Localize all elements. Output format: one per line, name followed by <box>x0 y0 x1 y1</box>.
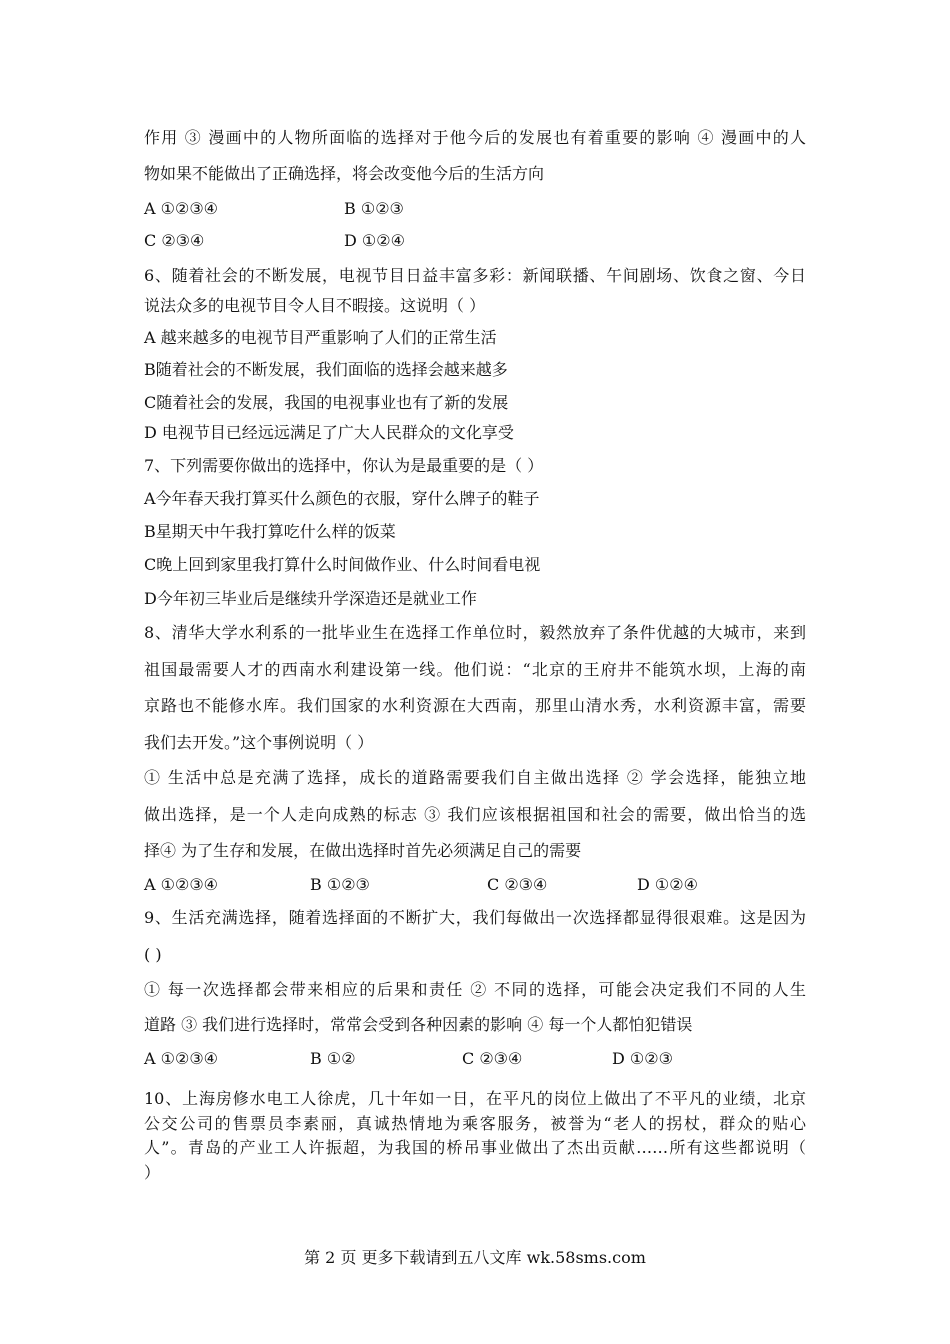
q6-stem-line: 说法众多的电视节目令人目不暇接。这说明（ ） <box>144 296 486 315</box>
q9-option-b: B ①② <box>310 1049 356 1068</box>
q9-option-c: C ②③④ <box>462 1049 523 1068</box>
q8-option-d: D ①②④ <box>637 875 698 894</box>
page-footer: 第 2 页 更多下载请到五八文库 wk.58sms.com <box>304 1248 646 1267</box>
q10-stem-line: ） <box>144 1163 161 1182</box>
q7-option-c: C晚上回到家里我打算什么时间做作业、什么时间看电视 <box>144 555 541 574</box>
q6-option-a: A 越来越多的电视节目严重影响了人们的正常生活 <box>144 328 497 347</box>
q8-stem-line: 京路也不能修水库。我们国家的水利资源在大西南，那里山清水秀，水利资源丰富，需要 <box>144 696 806 715</box>
q9-stem-line: ( ) <box>144 945 162 964</box>
q8-option-b: B ①②③ <box>310 875 370 894</box>
q5-option-d: D ①②④ <box>344 231 405 250</box>
q7-option-d: D今年初三毕业后是继续升学深造还是就业工作 <box>144 589 477 608</box>
q5-option-b: B ①②③ <box>344 199 404 218</box>
q6-option-c: C随着社会的发展，我国的电视事业也有了新的发展 <box>144 393 509 412</box>
q9-item-line: ① 每一次选择都会带来相应的后果和责任 ② 不同的选择，可能会决定我们不同的人生 <box>144 980 806 999</box>
q10-stem-line: 10、上海房修水电工人徐虎，几十年如一日，在平凡的岗位上做出了不平凡的业绩，北京 <box>144 1089 806 1108</box>
q7-stem: 7、下列需要你做出的选择中，你认为是最重要的是（ ） <box>144 456 544 475</box>
q5-stem-line: 物如果不能做出了正确选择，将会改变他今后的生活方向 <box>144 164 545 183</box>
q8-item-line: 择④ 为了生存和发展，在做出选择时首先必须满足自己的需要 <box>144 841 582 860</box>
q8-item-line: 做出选择，是一个人走向成熟的标志 ③ 我们应该根据祖国和社会的需要，做出恰当的选 <box>144 805 806 824</box>
q8-stem-line: 我们去开发。”这个事例说明（ ） <box>144 733 374 752</box>
q5-option-a: A ①②③④ <box>144 199 219 218</box>
q9-stem-line: 9、生活充满选择，随着选择面的不断扩大，我们每做出一次选择都显得很艰难。这是因为 <box>144 908 806 927</box>
q7-option-a: A今年春天我打算买什么颜色的衣服，穿什么牌子的鞋子 <box>144 489 540 508</box>
q7-option-b: B星期天中午我打算吃什么样的饭菜 <box>144 522 396 541</box>
q9-option-a: A ①②③④ <box>144 1049 219 1068</box>
q6-option-d: D 电视节目已经远远满足了广大人民群众的文化享受 <box>144 423 514 442</box>
q9-option-d: D ①②③ <box>612 1049 673 1068</box>
q6-stem-line: 6、随着社会的不断发展，电视节目日益丰富多彩：新闻联播、午间剧场、饮食之窗、今日 <box>144 266 806 285</box>
q5-stem-line: 作用 ③ 漫画中的人物所面临的选择对于他今后的发展也有着重要的影响 ④ 漫画中的人 <box>144 128 806 147</box>
q10-stem-line: 公交公司的售票员李素丽，真诚热情地为乘客服务，被誉为“老人的拐杖，群众的贴心 <box>144 1114 806 1133</box>
q8-item-line: ① 生活中总是充满了选择，成长的道路需要我们自主做出选择 ② 学会选择，能独立地 <box>144 768 806 787</box>
q8-stem-line: 祖国最需要人才的西南水利建设第一线。他们说：“北京的王府井不能筑水坝，上海的南 <box>144 660 806 679</box>
q8-option-c: C ②③④ <box>487 875 548 894</box>
q5-option-c: C ②③④ <box>144 231 205 250</box>
q9-item-line: 道路 ③ 我们进行选择时，常常会受到各种因素的影响 ④ 每一个人都怕犯错误 <box>144 1015 693 1034</box>
q8-stem-line: 8、清华大学水利系的一批毕业生在选择工作单位时，毅然放弃了条件优越的大城市，来到 <box>144 623 806 642</box>
q10-stem-line: 人”。青岛的产业工人许振超，为我国的桥吊事业做出了杰出贡献……所有这些都说明（ <box>144 1138 806 1157</box>
q6-option-b: B随着社会的不断发展，我们面临的选择会越来越多 <box>144 360 508 379</box>
q8-option-a: A ①②③④ <box>144 875 219 894</box>
